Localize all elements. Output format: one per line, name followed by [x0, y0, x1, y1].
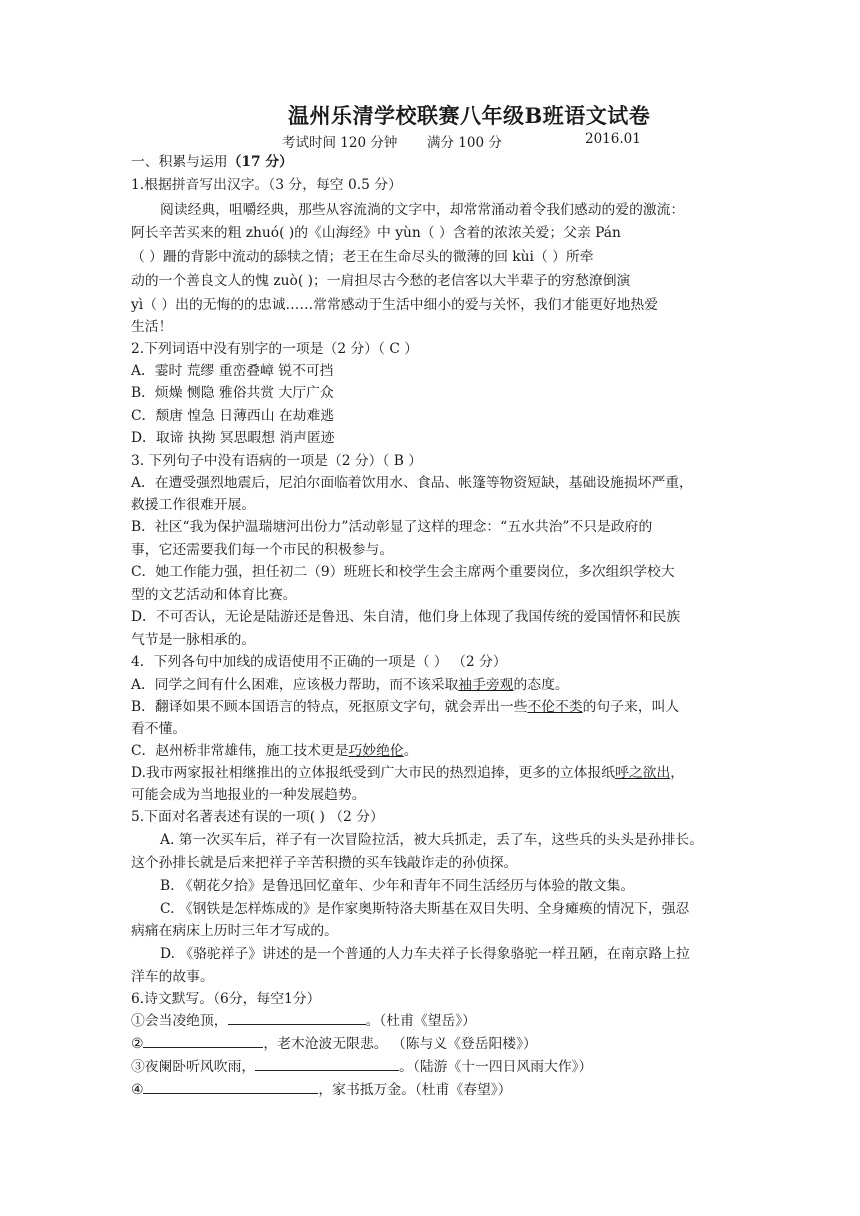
question-1-line: （ ）跚的背影中流动的舔犊之情；老王在生命尽头的微薄的回 kùi（ ）所牵 [131, 249, 594, 265]
poem-text: ①会当凌绝顶， [131, 1013, 228, 1029]
question-4-stem-b: 正确的一项是（ ） （2 分） [332, 654, 507, 670]
poem-text: ② [131, 1036, 144, 1052]
question-5-line: 洋车的故事。 [131, 969, 214, 985]
fill-blank[interactable] [228, 1010, 366, 1025]
question-2-option: D．取谛 执拗 冥思暇想 消声匿迹 [131, 430, 335, 446]
fill-blank[interactable] [143, 1079, 318, 1094]
question-5-line: D. 《骆驼祥子》讲述的是一个普通的人力车夫祥子长得象骆驼一样丑陋，在南京路上拉 [160, 946, 690, 962]
option-text: 的句子来，叫人 [582, 699, 680, 715]
question-4-option-b-cont: 看不懂。 [131, 721, 187, 737]
poem-text: 。（陆游《十一四日风雨大作》） [399, 1059, 593, 1075]
question-6-stem: 6.诗文默写。（6分，每空1分） [131, 991, 321, 1007]
question-1-stem: 1.根据拼音写出汉字。（3 分，每空 0.5 分） [131, 177, 402, 193]
question-1-line: 生活！ [131, 319, 173, 335]
question-4-option-a [131, 674, 729, 696]
option-text: A．同学之间有什么困难，应该极力帮助，而不该采取 [131, 677, 459, 693]
question-3-line: 型的文艺活动和体育比赛。 [131, 587, 297, 603]
exam-date: 2016.01 [585, 131, 641, 147]
question-1-line: yì（ ）出的无悔的的忠诚……常常感动于生活中细小的爱与关怀，我们才能更好地热爱 [131, 297, 659, 313]
question-2-stem: 2.下列词语中没有别字的一项是（2 分）（ C ） [131, 341, 419, 357]
underlined-idiom: 袖手旁观 [458, 677, 514, 693]
question-1-line: 阅读经典，咀嚼经典，那些从容流淌的文字中，却常常涌动着令我们感动的爱的激流： [160, 202, 685, 218]
fill-blank[interactable] [255, 1056, 399, 1071]
poem-text: 。（杜甫《望岳》） [365, 1013, 476, 1029]
question-4-option-c [131, 740, 729, 762]
exam-title: 温州乐清学校联赛八年级B班语文试卷 [288, 103, 651, 128]
underlined-idiom: 不伦不类 [527, 699, 583, 715]
section-heading-points: （17 分） [227, 154, 293, 170]
poem-text: ④ [131, 1082, 144, 1098]
option-text: 的态度。 [513, 677, 569, 693]
question-5-line: B. 《朝花夕拾》是鲁迅回忆童年、少年和青年不同生活经历与体验的散文集。 [160, 878, 635, 894]
section-heading [131, 151, 729, 173]
option-text: ， [670, 765, 685, 781]
poem-text: ，家书抵万金。（杜甫《春望》） [318, 1082, 512, 1098]
question-4-option-d [131, 762, 729, 784]
poem-line-3 [131, 1056, 729, 1078]
question-3-line: A．在遭受强烈地震后，尼泊尔面临着饮用水、食品、帐篷等物资短缺，基础设施损坏严重， [131, 475, 693, 491]
question-1-line: 动的一个善良文人的愧 zuò( )；一肩担尽古今愁的老信客以大半辈子的穷愁潦倒演 [131, 273, 631, 289]
question-4-stem-emphasis: 不 [319, 654, 333, 670]
question-3-line: 救援工作很难开展。 [131, 497, 256, 513]
question-2-option: A．霎时 荒缪 重峦叠嶂 锐不可挡 [131, 363, 334, 379]
poem-text: ，老木沧波无限悲。 （陈与义《登岳阳楼》） [263, 1036, 537, 1052]
section-heading-text: 一、积累与运用 [131, 154, 228, 170]
question-3-line: 气节是一脉相承的。 [131, 632, 256, 648]
question-5-stem: 5.下面对名著表述有误的一项( ) （2 分） [131, 809, 384, 825]
poem-line-4 [131, 1079, 729, 1101]
poem-line-1 [131, 1010, 729, 1032]
option-text: D.我市两家报社相继推出的立体报纸受到广大市民的热烈追捧，更多的立体报纸 [131, 765, 616, 781]
question-3-stem: 3. 下列句子中没有语病的一项是（2 分）（ B ） [131, 453, 423, 469]
option-text: C．赵州桥非常雄伟，施工技术更是 [131, 743, 349, 759]
question-5-line: 病痛在病床上历时三年才写成的。 [131, 923, 338, 939]
question-4-option-b [131, 696, 729, 718]
question-3-line: D．不可否认，无论是陆游还是鲁迅、朱自清，他们身上体现了我国传统的爱国情怀和民族 [131, 609, 681, 625]
option-text: B．翻译如果不顾本国语言的特点，死抠原文字句，就会弄出一些 [131, 699, 528, 715]
exam-time: 考试时间 120 分钟 [282, 135, 398, 151]
question-1-line: 阿长辛苦买来的粗 zhuó( )的《山海经》中 yùn（ ）含着的浓浓关爱；父亲 Pán [131, 225, 621, 241]
underlined-idiom: 巧妙绝伦 [348, 743, 404, 759]
option-text: 。 [403, 743, 418, 759]
exam-score: 满分 100 分 [427, 135, 502, 151]
question-4-stem-a: 4．下列各句中加线的成语使用 [131, 654, 320, 670]
question-3-line: B．社区“我为保护温瑞塘河出份力”活动彰显了这样的理念：“五水共治”不只是政府的 [131, 519, 653, 535]
question-4-stem [131, 651, 729, 673]
question-2-option: C．颓唐 惶急 日薄西山 在劫难逃 [131, 408, 335, 424]
poem-line-2 [131, 1033, 729, 1055]
question-5-line: 这个孙排长就是后来把祥子辛苦积攒的买车钱敲诈走的孙侦探。 [131, 855, 518, 871]
question-2-option: B．烦燥 恻隐 雅俗共赏 大厅广众 [131, 385, 334, 401]
question-3-line: 事，它还需要我们每一个市民的积极参与。 [131, 542, 394, 558]
question-5-line: C. 《钢铁是怎样炼成的》是作家奥斯特洛夫斯基在双目失明、全身瘫痪的情况下，强忍 [160, 901, 690, 917]
fill-blank[interactable] [143, 1033, 263, 1048]
underlined-idiom: 呼之欲出 [615, 765, 671, 781]
question-5-line: A. 第一次买车后，祥子有一次冒险拉活，被大兵抓走，丢了车，这些兵的头头是孙排长。 [160, 832, 704, 848]
question-3-line: C．她工作能力强，担任初二（9）班班长和校学生会主席两个重要岗位，多次组织学校大 [131, 564, 675, 580]
question-4-option-d-cont: 可能会成为当地报业的一种发展趋势。 [131, 787, 366, 803]
poem-text: ③夜阑卧听风吹雨， [131, 1059, 256, 1075]
